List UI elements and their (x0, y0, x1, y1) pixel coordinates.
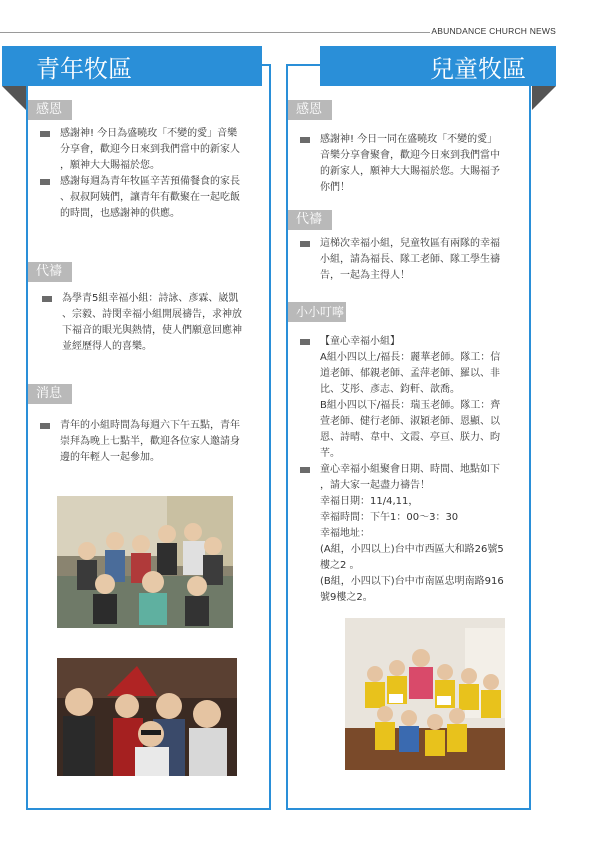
text-line: B組小四以下/福長：瑞玉老師。隊工：齊 (320, 400, 501, 411)
left-fold (2, 86, 26, 110)
list-item (300, 334, 528, 462)
bullet-icon (40, 179, 50, 185)
text-line: 的新家人，願神大大賜福於您。大賜福予 (320, 166, 500, 177)
text-line: 音樂分享會聚會，歡迎今日來到我們當中 (320, 150, 500, 161)
text-line: 為學青5組幸福小組：詩詠、彥霖、崴凱 (62, 293, 239, 304)
list-item (40, 126, 268, 174)
text-line: 崇拜為晚上七點半，歡迎各位家人邀請身 (60, 436, 240, 447)
text-line: 幸福日期：11/4,11， (320, 496, 419, 507)
masthead-rule (0, 32, 430, 33)
text-line: 、宗毅、詩閔幸福小組開展禱告，求神放 (62, 309, 242, 320)
children-group-photo (345, 618, 505, 770)
masthead: ABUNDANCE CHURCH NEWS (431, 26, 556, 36)
text-line: 並經歷得人的喜樂。 (62, 341, 152, 352)
text-line: ，請大家一起盡力禱告！ (320, 480, 430, 491)
text-line: 比、艾彤、彥志、鈞軒、歆喬。 (320, 384, 460, 395)
bullet-icon (300, 241, 310, 247)
right-reminder-label: 小小叮嚀 (288, 302, 346, 322)
list-item (300, 132, 528, 196)
left-prayer-block (42, 291, 268, 355)
text-line: 萱老師、健行老師、淑穎老師、恩顯、以 (320, 416, 500, 427)
text-line: (A組，小四以上)台中市西區大和路26號5 (320, 544, 504, 555)
right-prayer-label: 代禱 (288, 210, 332, 230)
text-line: 感謝每週為青年牧區辛苦預備餐食的家長 (60, 176, 240, 187)
right-reminder-block (300, 334, 528, 606)
bullet-icon (300, 467, 310, 473)
text-line: 恩、詩晴、韋中、文霞、亭亘、朕力、昀 (320, 432, 500, 443)
right-thanks-label: 感恩 (288, 100, 332, 120)
left-prayer-label: 代禱 (28, 262, 72, 282)
text-line: (B組，小四以下)台中市南區忠明南路916 (320, 576, 504, 587)
text-line: 下福音的眼光與熱情，使人們願意回應神 (62, 325, 242, 336)
text-line: 小組，請為福長、隊工老師、隊工學生禱 (320, 254, 500, 265)
bullet-icon (40, 131, 50, 137)
text-line: 的時間，也感謝神的供應。 (60, 208, 180, 219)
youth-group-photo-1 (57, 496, 233, 628)
bullet-icon (300, 339, 310, 345)
left-news-label: 消息 (28, 384, 72, 404)
text-line: 邊的年輕人一起參加。 (60, 452, 160, 463)
text-line: 分享會，歡迎今日來到我們當中的新家人 (60, 144, 240, 155)
youth-group-photo-2 (57, 658, 237, 776)
text-line: 、叔叔阿姨們，讓青年有歡聚在一起吃飯 (60, 192, 240, 203)
text-line: 感謝神! 今日一同在盛曉玫「不變的愛」 (320, 134, 498, 145)
text-line: 樓之2 。 (320, 560, 360, 571)
left-news-block (40, 418, 268, 466)
text-line: 你們！ (320, 182, 350, 193)
text-line: 這梯次幸福小組，兒童牧區有兩隊的幸福 (320, 238, 500, 249)
text-line: 芊。 (320, 448, 340, 459)
list-item (300, 462, 528, 606)
right-fold (532, 86, 556, 110)
right-thanks-block (300, 132, 528, 196)
bullet-icon (42, 296, 52, 302)
text-line: A組小四以上/福長：麗華老師。隊工：信 (320, 352, 501, 363)
list-item (40, 174, 268, 222)
text-line: 【童心幸福小組】 (320, 336, 400, 347)
bullet-icon (40, 423, 50, 429)
left-thanks-block (40, 126, 268, 222)
youth-ministry-banner: 青年牧區 (2, 46, 262, 86)
text-line: 童心幸福小組聚會日期、時間、地點如下 (320, 464, 500, 475)
text-line: 道老師、郁親老師、孟萍老師、羅以、非 (320, 368, 500, 379)
children-ministry-banner: 兒童牧區 (320, 46, 556, 86)
text-line: 青年的小組時間為每週六下午五點，青年 (60, 420, 240, 431)
list-item (300, 236, 528, 284)
text-line: 幸福時間：下午1：00～3：30 (320, 512, 459, 523)
list-item (42, 291, 268, 355)
left-thanks-label: 感恩 (28, 100, 72, 120)
text-line: 號9樓之2。 (320, 592, 373, 603)
bullet-icon (300, 137, 310, 143)
text-line: ，願神大大賜福於您。 (60, 160, 160, 171)
right-prayer-block (300, 236, 528, 284)
text-line: 感謝神! 今日為盛曉玫「不變的愛」音樂 (60, 128, 238, 139)
list-item (40, 418, 268, 466)
text-line: 幸福地址： (320, 528, 370, 539)
text-line: 告，一起為主得人！ (320, 270, 410, 281)
